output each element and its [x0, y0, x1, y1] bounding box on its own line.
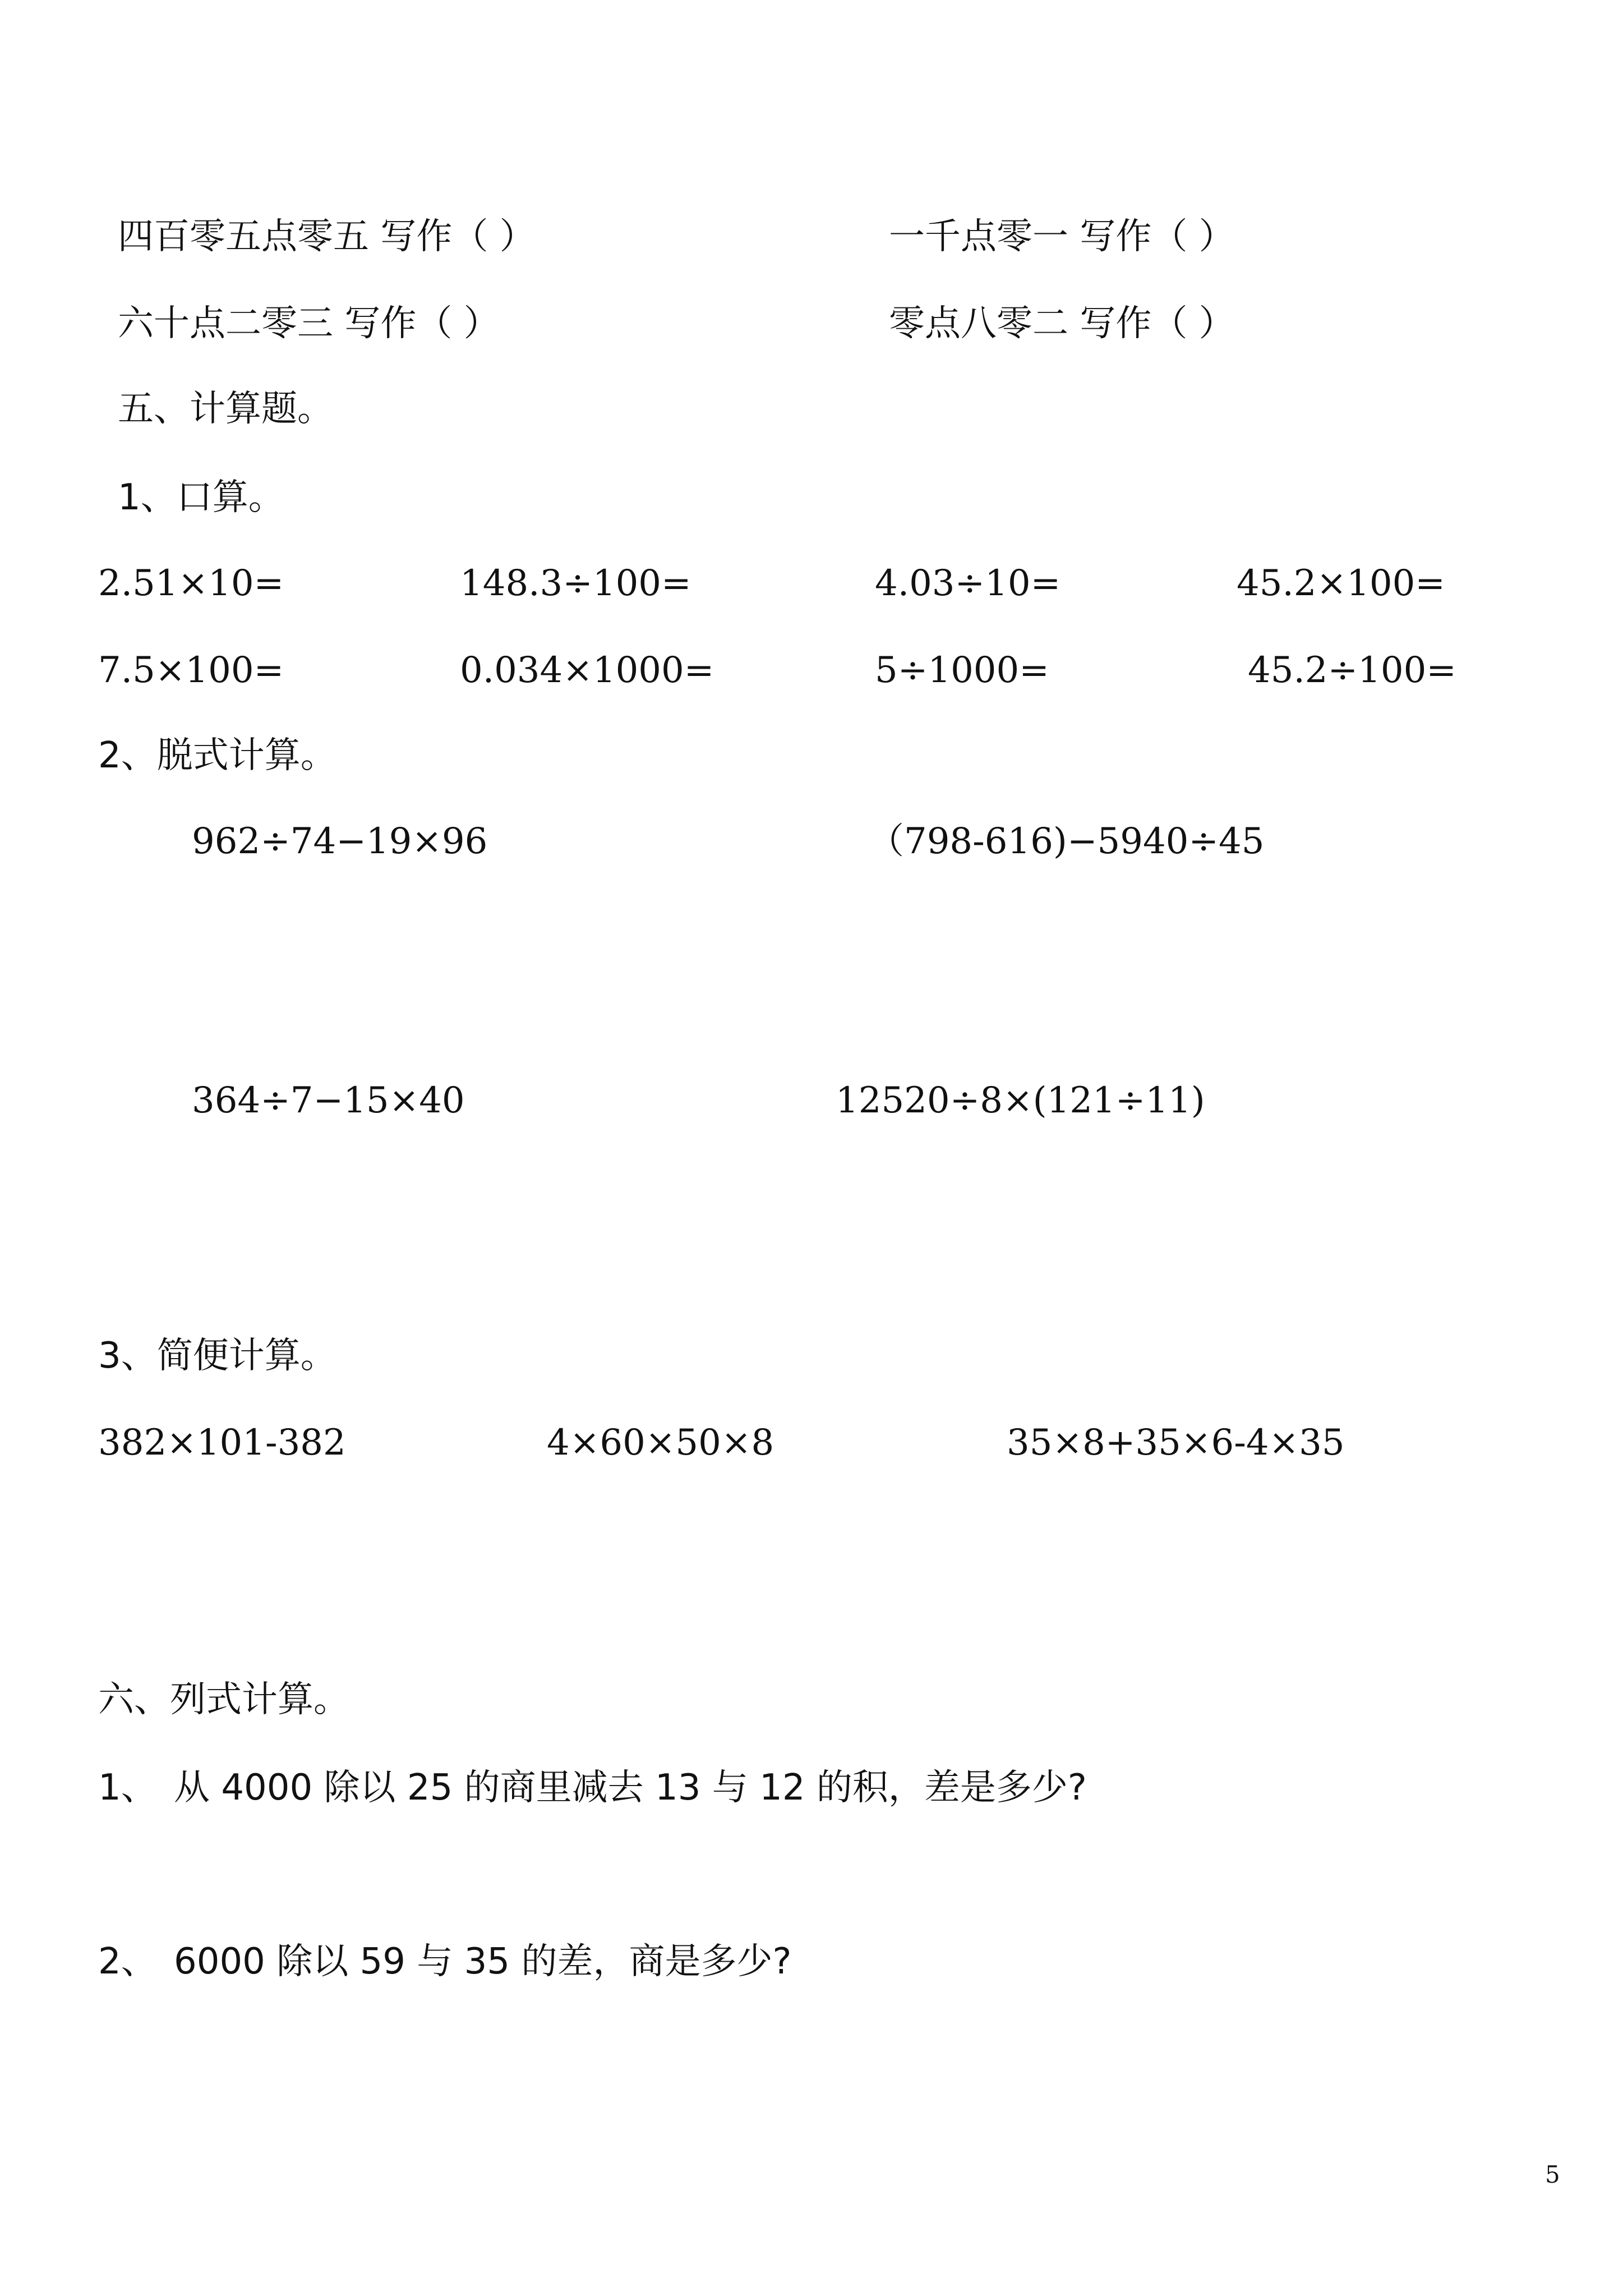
- oral-calc-item: 7.5×100=: [98, 650, 284, 691]
- simple-calc-item: 35×8+35×6-4×35: [1007, 1422, 1345, 1464]
- question2-text: 6000 除以 59 与 35 的差，商是多少?: [174, 1941, 792, 1982]
- write-as-row2-right: 零点八零二 写作（ ）: [889, 303, 1235, 344]
- oral-calc-item: 2.51×10=: [98, 563, 284, 604]
- oral-calc-item: 0.034×1000=: [460, 650, 714, 691]
- page-number: 5: [1545, 2161, 1560, 2188]
- section5-title: 五、计算题。: [118, 388, 333, 430]
- simple-calc-item: 382×101-382: [98, 1422, 346, 1464]
- step-calc-item: 962÷74−19×96: [192, 821, 488, 862]
- step-calc-item: （798-616)−5940÷45: [868, 821, 1265, 862]
- write-as-row1-left: 四百零五点零五 写作（ ）: [118, 216, 536, 257]
- question2-number: 2、: [98, 1941, 157, 1982]
- oral-calc-item: 5÷1000=: [875, 650, 1049, 691]
- part2-title: 2、脱式计算。: [98, 735, 336, 776]
- part3-title: 3、简便计算。: [98, 1335, 336, 1377]
- oral-calc-item: 148.3÷100=: [460, 563, 691, 604]
- write-as-row2-left: 六十点二零三 写作（ ）: [118, 303, 500, 344]
- write-as-row1-right: 一千点零一 写作（ ）: [889, 216, 1235, 257]
- simple-calc-item: 4×60×50×8: [547, 1422, 774, 1464]
- oral-calc-item: 4.03÷10=: [875, 563, 1061, 604]
- oral-calc-item: 45.2÷100=: [1248, 650, 1456, 691]
- step-calc-item: 364÷7−15×40: [192, 1080, 465, 1121]
- question1-text: 从 4000 除以 25 的商里减去 13 与 12 的积，差是多少?: [174, 1767, 1087, 1809]
- section6-title: 六、列式计算。: [98, 1679, 349, 1720]
- question1-number: 1、: [98, 1767, 157, 1809]
- step-calc-item: 12520÷8×(121÷11): [836, 1080, 1205, 1121]
- part1-title: 1、口算。: [118, 477, 284, 518]
- oral-calc-item: 45.2×100=: [1237, 563, 1445, 604]
